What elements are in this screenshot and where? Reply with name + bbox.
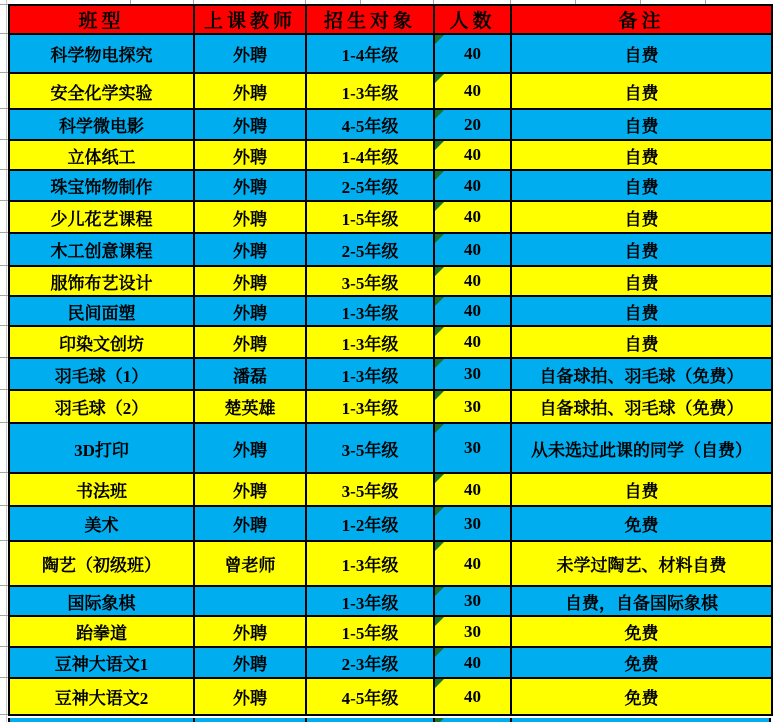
cell-count[interactable] (434, 423, 511, 473)
cell-remarks[interactable]: 自费 (511, 170, 772, 201)
cell-remarks[interactable]: 自费 (511, 326, 772, 358)
header-count[interactable]: 人数 (434, 5, 511, 34)
error-indicator-triangle-icon (435, 297, 444, 306)
cell-teacher[interactable]: 外聘 (194, 140, 306, 170)
course-table (8, 4, 773, 716)
cell-class-type[interactable]: 国际象棋 (9, 586, 194, 616)
cell-count[interactable] (434, 73, 511, 109)
cell-count[interactable] (434, 201, 511, 233)
cell-remarks[interactable]: 自费，自备国际象棋 (511, 586, 772, 616)
cell-remarks[interactable]: 免费 (511, 678, 772, 715)
cell-count[interactable] (434, 616, 511, 647)
cell-remarks[interactable]: 免费 (511, 647, 772, 678)
cell-target-grades[interactable]: 1-3年级 (306, 73, 434, 109)
table-body (9, 34, 772, 715)
count-value: 40 (464, 553, 481, 573)
cell-remarks[interactable]: 从未选过此课的同学（自费） (511, 423, 772, 473)
header-row (9, 5, 772, 34)
error-indicator-triangle-icon (435, 648, 444, 657)
error-indicator-triangle-icon (435, 141, 444, 150)
table-row (9, 34, 772, 73)
cell-class-type[interactable]: 羽毛球（1） (9, 358, 194, 390)
cell-remarks[interactable]: 自费 (511, 233, 772, 266)
cell-target-grades[interactable]: 1-3年级 (306, 390, 434, 423)
cell-count[interactable] (434, 586, 511, 616)
cell-class-type[interactable]: 服饰布艺设计 (9, 266, 194, 296)
cell-class-type[interactable]: 印染文创坊 (9, 326, 194, 358)
cell-remarks[interactable]: 自费 (511, 201, 772, 233)
count-value: 40 (464, 479, 481, 499)
cell-count[interactable] (434, 34, 511, 73)
cell-class-type[interactable]: 珠宝饰物制作 (9, 170, 194, 201)
header-teacher[interactable]: 上课教师 (194, 5, 306, 34)
cell-class-type[interactable]: 跆拳道 (9, 616, 194, 647)
count-value: 40 (464, 145, 481, 164)
error-indicator-triangle-icon (435, 617, 444, 626)
cell-teacher[interactable]: 外聘 (194, 73, 306, 109)
count-value: 30 (464, 621, 481, 641)
cell-class-type[interactable]: 科学微电影 (9, 109, 194, 140)
error-indicator-triangle-icon (435, 327, 444, 336)
table-row (9, 109, 772, 140)
cell-target-grades[interactable]: 1-5年级 (306, 616, 434, 647)
cell-count[interactable] (434, 109, 511, 140)
cell-count[interactable] (434, 266, 511, 296)
error-indicator-triangle-icon (435, 391, 444, 400)
cell-remarks[interactable]: 自费 (511, 34, 772, 73)
cell-remarks[interactable]: 自费 (511, 266, 772, 296)
cell-target-grades[interactable]: 1-4年级 (306, 140, 434, 170)
cell-class-type[interactable]: 民间面塑 (9, 296, 194, 326)
count-value: 40 (464, 81, 481, 100)
cell-teacher[interactable]: 外聘 (194, 34, 306, 73)
cell-target-grades[interactable]: 3-5年级 (306, 473, 434, 506)
cell-target-grades[interactable]: 3-5年级 (306, 423, 434, 473)
cell-count[interactable] (434, 506, 511, 541)
cell-target-grades[interactable]: 3-5年级 (306, 266, 434, 296)
cell-class-type[interactable]: 立体纸工 (9, 140, 194, 170)
cell-count[interactable] (434, 233, 511, 266)
cell-remarks[interactable]: 自费 (511, 296, 772, 326)
count-value: 30 (464, 591, 481, 610)
count-value: 20 (464, 114, 481, 134)
table-row (9, 73, 772, 109)
error-indicator-triangle-icon (435, 359, 444, 368)
cell-target-grades[interactable]: 1-3年级 (306, 296, 434, 326)
cell-target-grades[interactable]: 1-3年级 (306, 358, 434, 390)
cell-target-grades[interactable]: 2-5年级 (306, 233, 434, 266)
error-indicator-triangle-icon (435, 718, 444, 722)
error-indicator-triangle-icon (435, 35, 444, 44)
cell-teacher[interactable]: 外聘 (194, 506, 306, 541)
cell-teacher[interactable]: 外聘 (194, 647, 306, 678)
cell-target-grades[interactable]: 1-2年级 (306, 506, 434, 541)
error-indicator-triangle-icon (435, 474, 444, 483)
cell-class-type[interactable]: 少儿花艺课程 (9, 201, 194, 233)
count-value: 40 (464, 686, 481, 706)
count-value: 40 (464, 239, 481, 259)
cell-count[interactable] (434, 170, 511, 201)
count-value: 30 (464, 513, 481, 533)
table-row (9, 423, 772, 473)
table-row (9, 647, 772, 678)
table-row (9, 616, 772, 647)
cell-teacher[interactable]: 外聘 (194, 423, 306, 473)
table-row (9, 541, 772, 586)
cell-remarks[interactable]: 未学过陶艺、材料自费 (511, 541, 772, 586)
cell-class-type[interactable]: 豆神大语文2 (9, 678, 194, 715)
table-row (9, 296, 772, 326)
cell-target-grades[interactable]: 4-5年级 (306, 109, 434, 140)
header-target-grades[interactable]: 招生对象 (306, 5, 434, 34)
count-value: 40 (464, 652, 481, 672)
error-indicator-triangle-icon (435, 507, 444, 516)
error-indicator-triangle-icon (435, 234, 444, 243)
cell-count[interactable] (434, 326, 511, 358)
cell-class-type[interactable]: 3D打印 (9, 423, 194, 473)
table-row (9, 170, 772, 201)
cell-teacher[interactable]: 外聘 (194, 473, 306, 506)
cell-count[interactable] (434, 678, 511, 715)
error-indicator-triangle-icon (435, 424, 444, 433)
header-class-type[interactable]: 班型 (9, 5, 194, 34)
cell-teacher[interactable]: 楚英雄 (194, 390, 306, 423)
cell-class-type[interactable]: 科学物电探究 (9, 34, 194, 73)
table-row (9, 473, 772, 506)
cell-class-type[interactable]: 豆神大语文1 (9, 647, 194, 678)
count-value: 40 (464, 332, 481, 351)
cell-count[interactable] (434, 140, 511, 170)
cell-teacher[interactable]: 外聘 (194, 678, 306, 715)
cell-count[interactable] (434, 296, 511, 326)
error-indicator-triangle-icon (435, 74, 444, 83)
error-indicator-triangle-icon (435, 542, 444, 551)
table-row (9, 586, 772, 616)
count-value: 40 (464, 301, 481, 320)
cell-count[interactable] (434, 358, 511, 390)
cell-target-grades[interactable]: 4-5年级 (306, 678, 434, 715)
cell-target-grades[interactable]: 2-5年级 (306, 170, 434, 201)
cell-remarks[interactable]: 自费 (511, 473, 772, 506)
cell-teacher[interactable]: 外聘 (194, 170, 306, 201)
cell-teacher[interactable]: 外聘 (194, 109, 306, 140)
error-indicator-triangle-icon (435, 171, 444, 180)
count-value: 40 (464, 175, 481, 195)
header-remarks[interactable]: 备注 (511, 5, 772, 34)
sheet-left-margin (0, 0, 8, 722)
cell-class-type[interactable]: 陶艺（初级班） (9, 541, 194, 586)
cell-class-type[interactable]: 美术 (9, 506, 194, 541)
table-row (9, 201, 772, 233)
table-row (9, 233, 772, 266)
cell-teacher[interactable]: 外聘 (194, 616, 306, 647)
error-indicator-triangle-icon (435, 202, 444, 211)
cell-class-type[interactable]: 木工创意课程 (9, 233, 194, 266)
cell-teacher[interactable]: 外聘 (194, 326, 306, 358)
cell-teacher[interactable]: 外聘 (194, 201, 306, 233)
cell-class-type[interactable]: 书法班 (9, 473, 194, 506)
cell-remarks[interactable]: 自费 (511, 73, 772, 109)
partial-next-row[interactable] (8, 718, 771, 722)
cell-count[interactable] (434, 390, 511, 423)
count-value: 40 (464, 43, 481, 63)
cell-target-grades[interactable]: 1-4年级 (306, 34, 434, 73)
cell-teacher[interactable]: 曾老师 (194, 541, 306, 586)
count-value: 40 (464, 207, 481, 226)
count-value: 30 (464, 438, 481, 457)
table-row (9, 266, 772, 296)
table-row (9, 390, 772, 423)
cell-remarks[interactable]: 自备球拍、羽毛球（免费） (511, 390, 772, 423)
cell-teacher[interactable]: 潘磊 (194, 358, 306, 390)
count-value: 30 (464, 364, 481, 383)
cell-remarks[interactable]: 自费 (511, 140, 772, 170)
table-row (9, 140, 772, 170)
error-indicator-triangle-icon (435, 587, 444, 596)
table-row (9, 678, 772, 715)
count-value: 40 (464, 271, 481, 290)
cell-teacher[interactable]: 外聘 (194, 233, 306, 266)
cell-target-grades[interactable]: 1-3年级 (306, 326, 434, 358)
cell-count[interactable] (434, 647, 511, 678)
table-row (9, 326, 772, 358)
table-row (9, 506, 772, 541)
cell-teacher[interactable] (194, 586, 306, 616)
cell-teacher[interactable]: 外聘 (194, 296, 306, 326)
cell-count[interactable] (434, 473, 511, 506)
cell-remarks[interactable]: 免费 (511, 506, 772, 541)
cell-remarks[interactable]: 自费 (511, 109, 772, 140)
cell-class-type[interactable]: 羽毛球（2） (9, 390, 194, 423)
cell-remarks[interactable]: 免费 (511, 616, 772, 647)
cell-target-grades[interactable]: 2-3年级 (306, 647, 434, 678)
cell-class-type[interactable]: 安全化学实验 (9, 73, 194, 109)
error-indicator-triangle-icon (435, 679, 444, 688)
cell-teacher[interactable]: 外聘 (194, 266, 306, 296)
cell-remarks[interactable]: 自备球拍、羽毛球（免费） (511, 358, 772, 390)
cell-target-grades[interactable]: 1-5年级 (306, 201, 434, 233)
cell-target-grades[interactable]: 1-3年级 (306, 586, 434, 616)
cell-target-grades[interactable]: 1-3年级 (306, 541, 434, 586)
table-row (9, 358, 772, 390)
error-indicator-triangle-icon (435, 110, 444, 119)
error-indicator-triangle-icon (435, 267, 444, 276)
cell-count[interactable] (434, 541, 511, 586)
sheet-top-margin (0, 0, 778, 4)
count-value: 30 (464, 396, 481, 416)
